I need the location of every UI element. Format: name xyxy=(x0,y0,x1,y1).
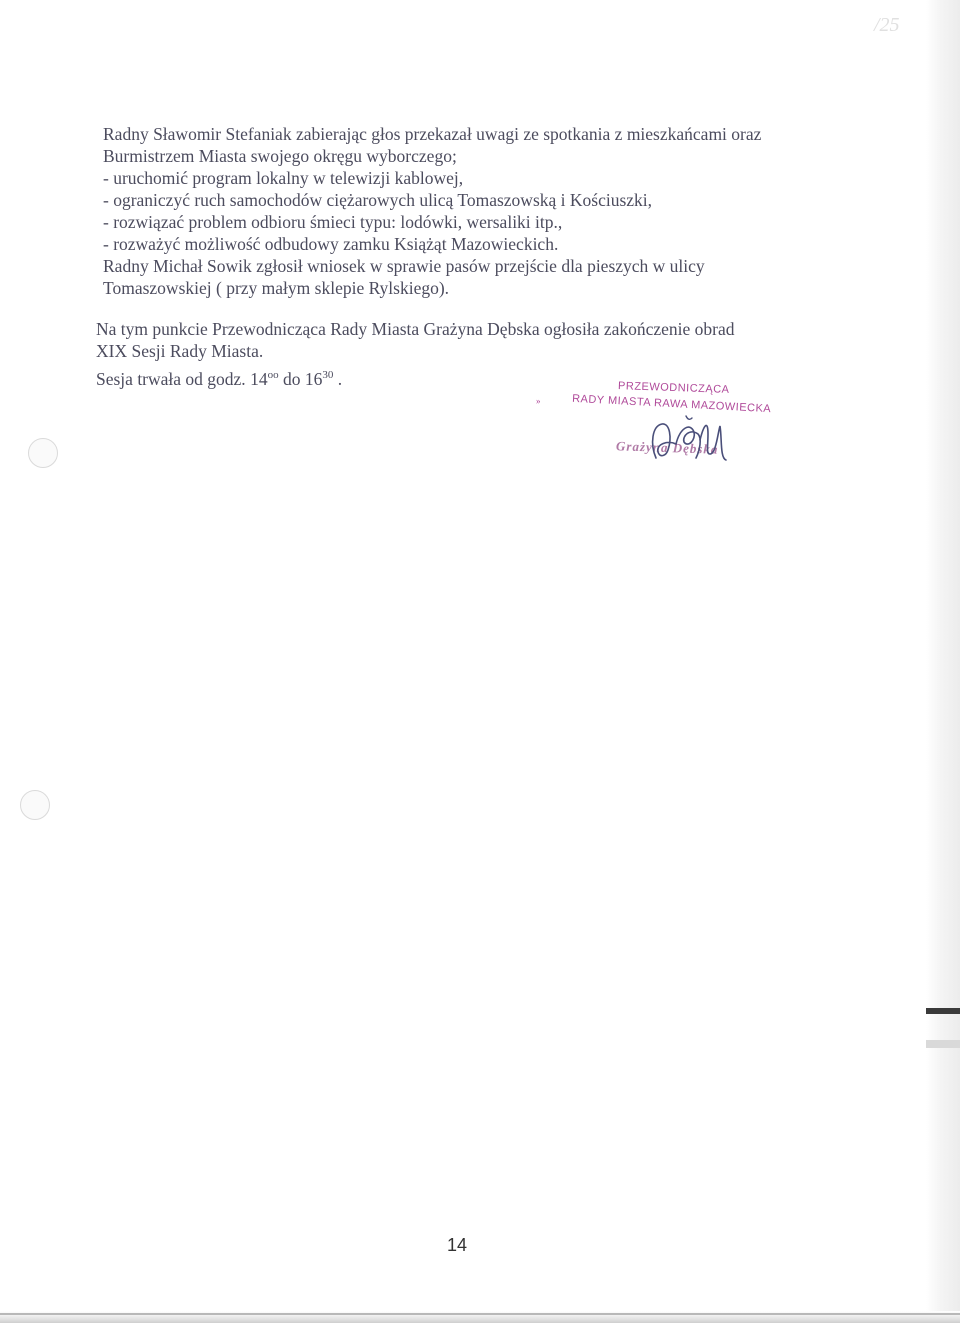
text-line: Radny Michał Sowik zgłosił wniosek w sprawie pasów przejście dla pieszych w ulicy xyxy=(103,256,705,276)
text-line: Burmistrzem Miasta swojego okręgu wyborczego; xyxy=(103,146,457,166)
session-start-minutes: oo xyxy=(267,369,279,381)
stamp-name: Grażyna Dębska xyxy=(615,438,719,457)
scan-edge-bottom-line xyxy=(0,1313,960,1315)
page-number: 14 xyxy=(447,1235,468,1255)
session-end-minutes: 30 xyxy=(322,369,334,381)
scan-edge-right xyxy=(926,0,960,1323)
session-time-prefix: Sesja trwała od godz. xyxy=(96,369,251,389)
stamp-title: PRZEWODNICZĄCA xyxy=(617,380,730,396)
list-item: - ograniczyć ruch samochodów ciężarowych ulicą Tomaszowską i Kościuszki, xyxy=(103,190,653,210)
session-start-hour: 14 xyxy=(250,369,268,389)
handwritten-signature xyxy=(646,414,736,468)
text-line: XIX Sesji Rady Miasta. xyxy=(96,341,264,361)
punch-hole-lower xyxy=(20,790,50,820)
official-stamp xyxy=(560,378,800,468)
punch-hole-upper xyxy=(28,438,58,468)
text-line: Tomaszowskiej ( przy małym sklepie Rylskiego). xyxy=(103,278,450,298)
list-item: - rozwiązać problem odbioru śmieci typu: lodówki, wersaliki itp., xyxy=(103,212,563,232)
session-end-hour: 16 xyxy=(304,369,323,389)
paragraph-session-closing xyxy=(96,318,735,362)
paragraph-council-remarks xyxy=(103,123,761,299)
stamp-mark: » xyxy=(536,396,541,406)
session-time xyxy=(96,368,342,390)
list-item: - uruchomić program lokalny w telewizji kablowej, xyxy=(103,168,464,188)
session-time-middle: do xyxy=(278,369,305,389)
text-line: Na tym punkcie Przewodnicząca Rady Miasta Grażyna Dębska ogłosiła zakończenie obrad xyxy=(96,319,735,339)
scan-edge-mark-light xyxy=(926,1040,960,1048)
stamp-institution: RADY MIASTA RAWA MAZOWIECKA xyxy=(571,392,772,416)
text-line: Radny Sławomir Stefaniak zabierając głos przekazał uwagi ze spotkania z mieszkańcami oraz xyxy=(103,124,762,144)
scan-edge-mark-dark xyxy=(926,1008,960,1014)
corner-page-mark: /25 xyxy=(874,14,900,36)
list-item: - rozważyć możliwość odbudowy zamku Książąt Mazowieckich. xyxy=(103,234,559,254)
session-time-suffix: . xyxy=(333,369,343,389)
